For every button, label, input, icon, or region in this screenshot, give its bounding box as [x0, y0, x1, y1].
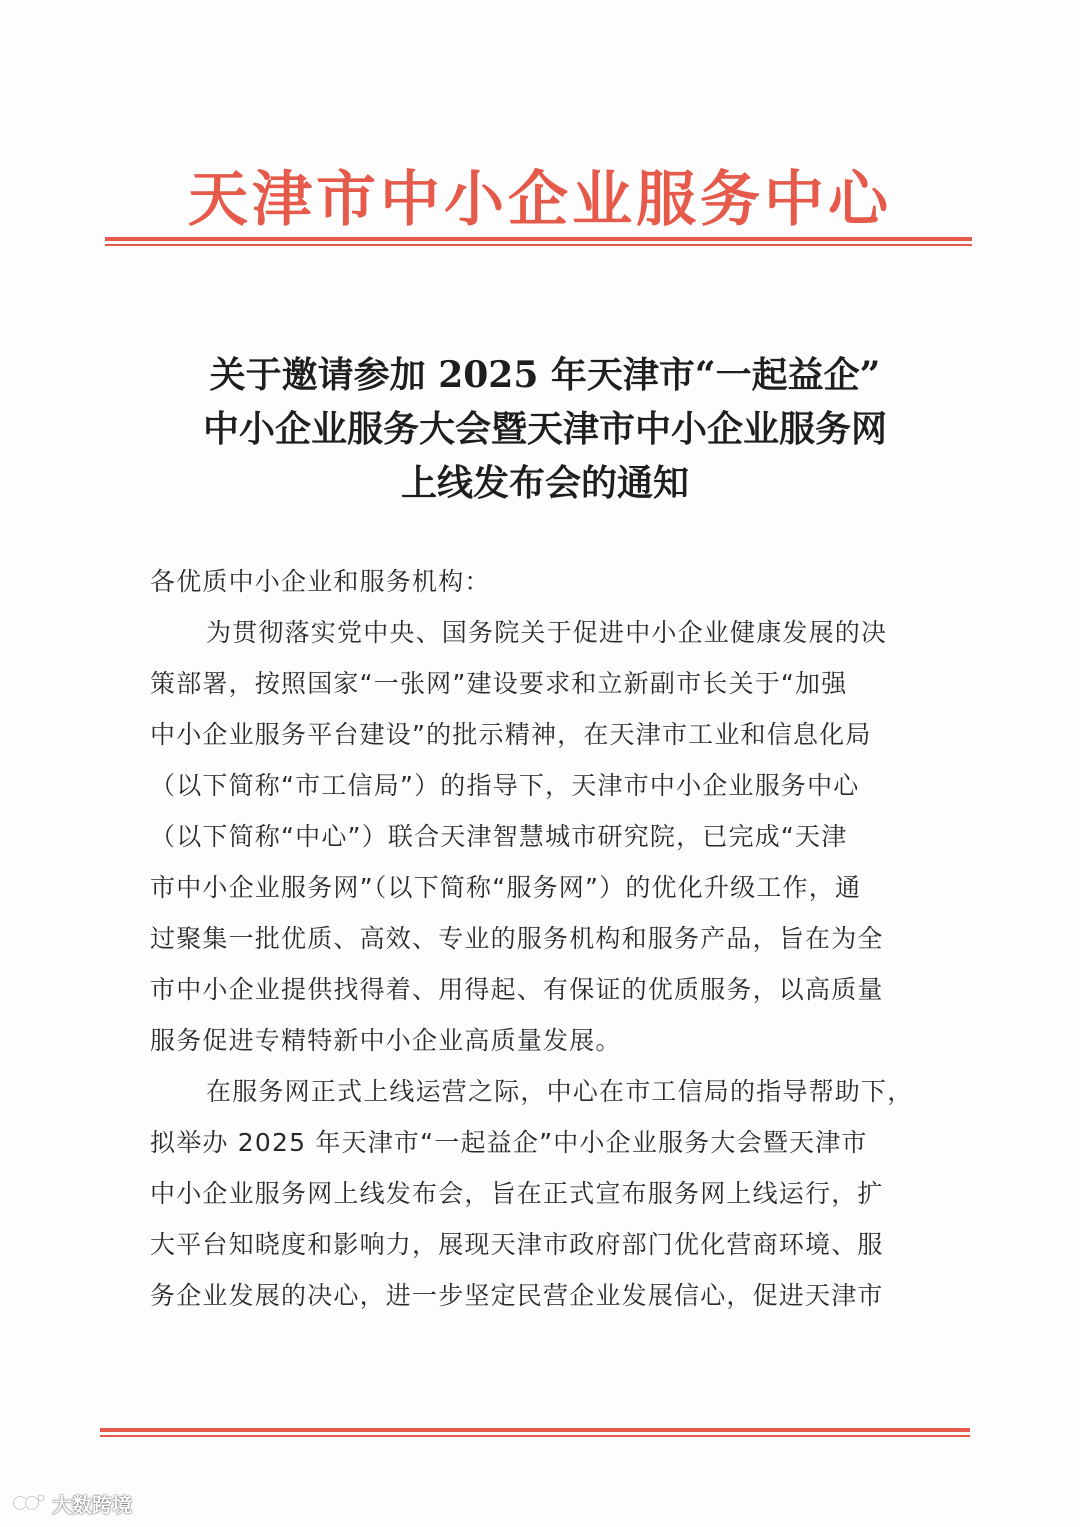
watermark — [12, 1488, 132, 1518]
paragraph-1-line: 中小企业服务平台建设”的批示精神，在天津市工业和信息化局 — [150, 720, 872, 749]
paragraph-2-line: 大平台知晓度和影响力，展现天津市政府部门优化营商环境、服 — [150, 1230, 884, 1259]
watermark-logo-icon — [12, 1492, 46, 1514]
notice-title-line: 关于邀请参加 2025 年天津市“一起益企” — [209, 354, 881, 396]
paragraph-1-line: 策部署，按照国家“一张网”建设要求和立新副市长关于“加强 — [150, 669, 848, 698]
paragraph-1-line: 市中小企业提供找得着、用得起、有保证的优质服务，以高质量 — [150, 975, 884, 1004]
paragraph-2-line: 在服务网正式上线运营之际，中心在市工信局的指导帮助下， — [206, 1077, 914, 1106]
paragraph-2-line: 务企业发展的决心，进一步坚定民营企业发展信心，促进天津市 — [150, 1281, 884, 1310]
paragraph-1-line: 市中小企业服务网”（以下简称“服务网”）的优化升级工作，通 — [150, 873, 862, 902]
paragraph-1-line: 过聚集一批优质、高效、专业的服务机构和服务产品，旨在为全 — [150, 924, 884, 953]
letterhead-organization: 天津市中小企业服务中心 — [188, 165, 892, 235]
watermark-text: 大数跨境 — [52, 1492, 132, 1517]
paragraph-1-line: 服务促进专精特新中小企业高质量发展。 — [150, 1026, 622, 1055]
paragraph-1-line: （以下简称“中心”）联合天津智慧城市研究院，已完成“天津 — [150, 822, 848, 851]
notice-title — [140, 348, 950, 510]
notice-body — [150, 556, 950, 1321]
notice-title-line: 上线发布会的通知 — [400, 462, 689, 504]
paragraph-2-line: 拟举办 2025 年天津市“一起益企”中小企业服务大会暨天津市 — [150, 1128, 868, 1157]
paragraph-1-line: （以下简称“市工信局”）的指导下，天津市中小企业服务中心 — [150, 771, 860, 800]
paragraph-1-line: 为贯彻落实党中央、国务院关于促进中小企业健康发展的决 — [206, 618, 888, 647]
paragraph-2-line: 中小企业服务网上线发布会，旨在正式宣布服务网上线运行，扩 — [150, 1179, 884, 1208]
notice-title-line: 中小企业服务大会暨天津市中小企业服务网 — [202, 408, 887, 450]
salutation: 各优质中小企业和服务机构： — [150, 567, 491, 596]
